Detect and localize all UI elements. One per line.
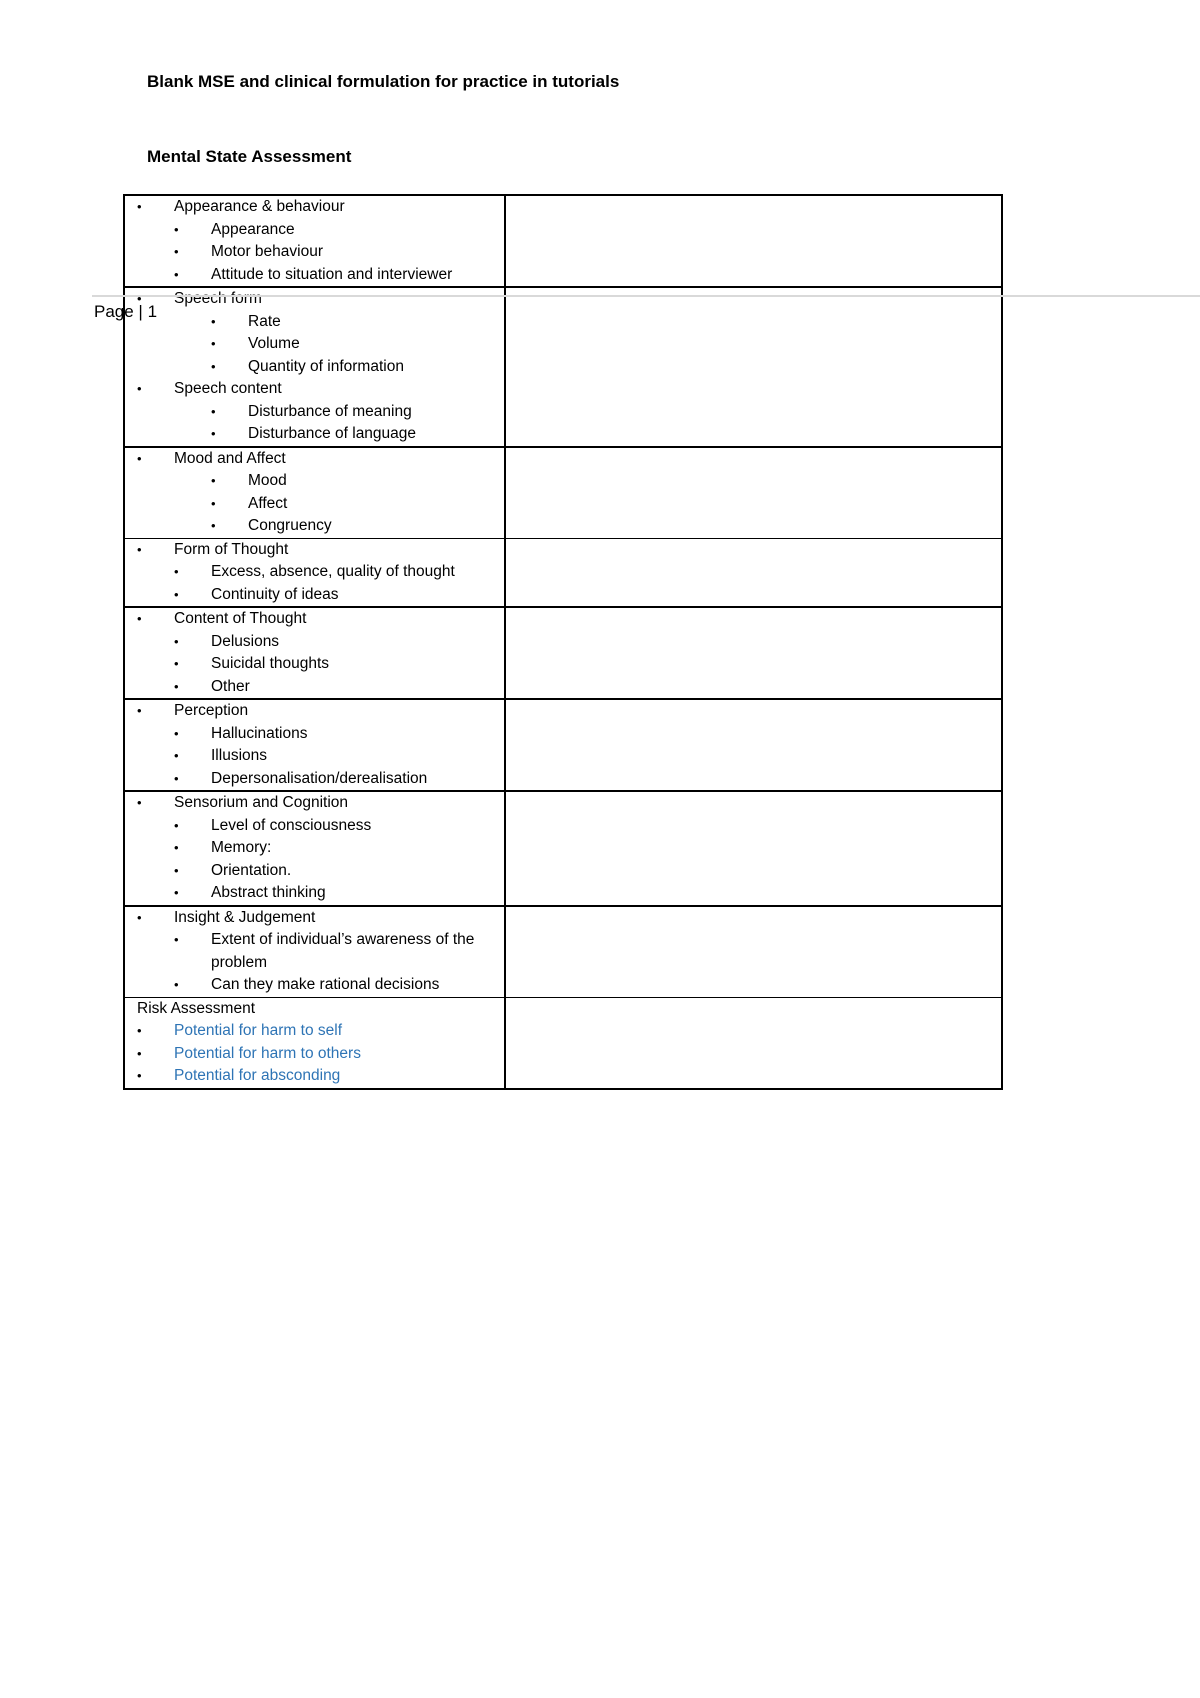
list-item: • Sensorium and Cognition (137, 794, 349, 811)
list-item: • Attitude to situation and interviewer (174, 265, 453, 283)
list-item: • Potential for absconding (137, 1067, 341, 1084)
section-title: Mental State Assessment (147, 147, 352, 166)
table-row-speech (124, 287, 1002, 447)
list-item: • Excess, absence, quality of thought (174, 563, 455, 580)
list-item: • Volume (211, 335, 300, 352)
list-item: • Continuity of ideas (174, 585, 339, 603)
list-item: • Orientation. (174, 861, 292, 879)
list-item: • Appearance & behaviour (137, 198, 345, 215)
row-label-cell (124, 791, 505, 906)
list-item: • Depersonalisation/derealisation (174, 769, 428, 787)
table-row-content-of-thought (124, 607, 1002, 699)
list-item: • Potential for harm to others (137, 1044, 361, 1062)
row-label-cell (124, 447, 505, 539)
response-cell[interactable] (505, 906, 1002, 998)
table-row-mood (124, 447, 1002, 539)
page-break-rule (92, 295, 1200, 297)
list-item: • Perception (137, 702, 249, 719)
list-item: • Can they make rational decisions (174, 976, 440, 993)
list-item: • Content of Thought (137, 610, 307, 627)
response-cell[interactable] (505, 287, 1002, 447)
row-label-cell (124, 699, 505, 791)
list-item: • Mood (211, 472, 287, 489)
response-cell[interactable] (505, 699, 1002, 791)
list-item: • Suicidal thoughts (174, 655, 330, 672)
page-number-label: Page | 1 (94, 302, 158, 321)
list-item: • Form of Thought (137, 540, 289, 558)
list-item: • Delusions (174, 632, 280, 650)
response-cell[interactable] (505, 195, 1002, 287)
list-item: • Memory: (174, 839, 272, 856)
document-title: Blank MSE and clinical formulation for practice in tutorials (147, 72, 620, 91)
list-item: • Speech content (137, 380, 282, 397)
row-label-cell (124, 195, 505, 287)
list-item: • Abstract thinking (174, 884, 326, 901)
table-row-insight (124, 906, 1002, 998)
table-row-form-of-thought (124, 538, 1002, 607)
list-item: • Congruency (211, 517, 332, 534)
list-item: • Motor behaviour (174, 243, 324, 260)
list-item: • Level of consciousness (174, 816, 372, 834)
list-item: • Appearance (174, 220, 295, 238)
row-label-cell (124, 287, 505, 447)
list-item: • Mood and Affect (137, 449, 286, 467)
table-row-sensorium (124, 791, 1002, 906)
list-item: • Disturbance of meaning (211, 402, 412, 420)
response-cell[interactable] (505, 538, 1002, 607)
list-item: • Disturbance of language (211, 425, 417, 442)
response-cell[interactable] (505, 791, 1002, 906)
list-item: • Illusions (174, 747, 267, 764)
table-row-perception (124, 699, 1002, 791)
list-item: • Potential for harm to self (137, 1022, 342, 1039)
table-row-risk-assessment (124, 997, 1002, 1089)
list-item: • Extent of individual’s awareness of the problem (174, 931, 475, 971)
row-label-cell (124, 607, 505, 699)
risk-assessment-heading: Risk Assessment (137, 999, 256, 1017)
list-item: • Hallucinations (174, 724, 308, 742)
row-label-cell (124, 538, 505, 607)
response-cell[interactable] (505, 607, 1002, 699)
list-item: • Quantity of information (211, 357, 404, 375)
list-item: • Speech form (137, 290, 262, 307)
response-cell[interactable] (505, 447, 1002, 539)
list-item: • Rate (211, 312, 281, 330)
list-item: • Affect (211, 494, 288, 512)
row-label-cell (124, 906, 505, 998)
list-item: • Other (174, 677, 250, 695)
row-label-cell (124, 997, 505, 1089)
mse-table (123, 194, 1003, 1090)
list-item: • Insight & Judgement (137, 908, 316, 926)
response-cell[interactable] (505, 997, 1002, 1089)
table-row-appearance (124, 195, 1002, 287)
